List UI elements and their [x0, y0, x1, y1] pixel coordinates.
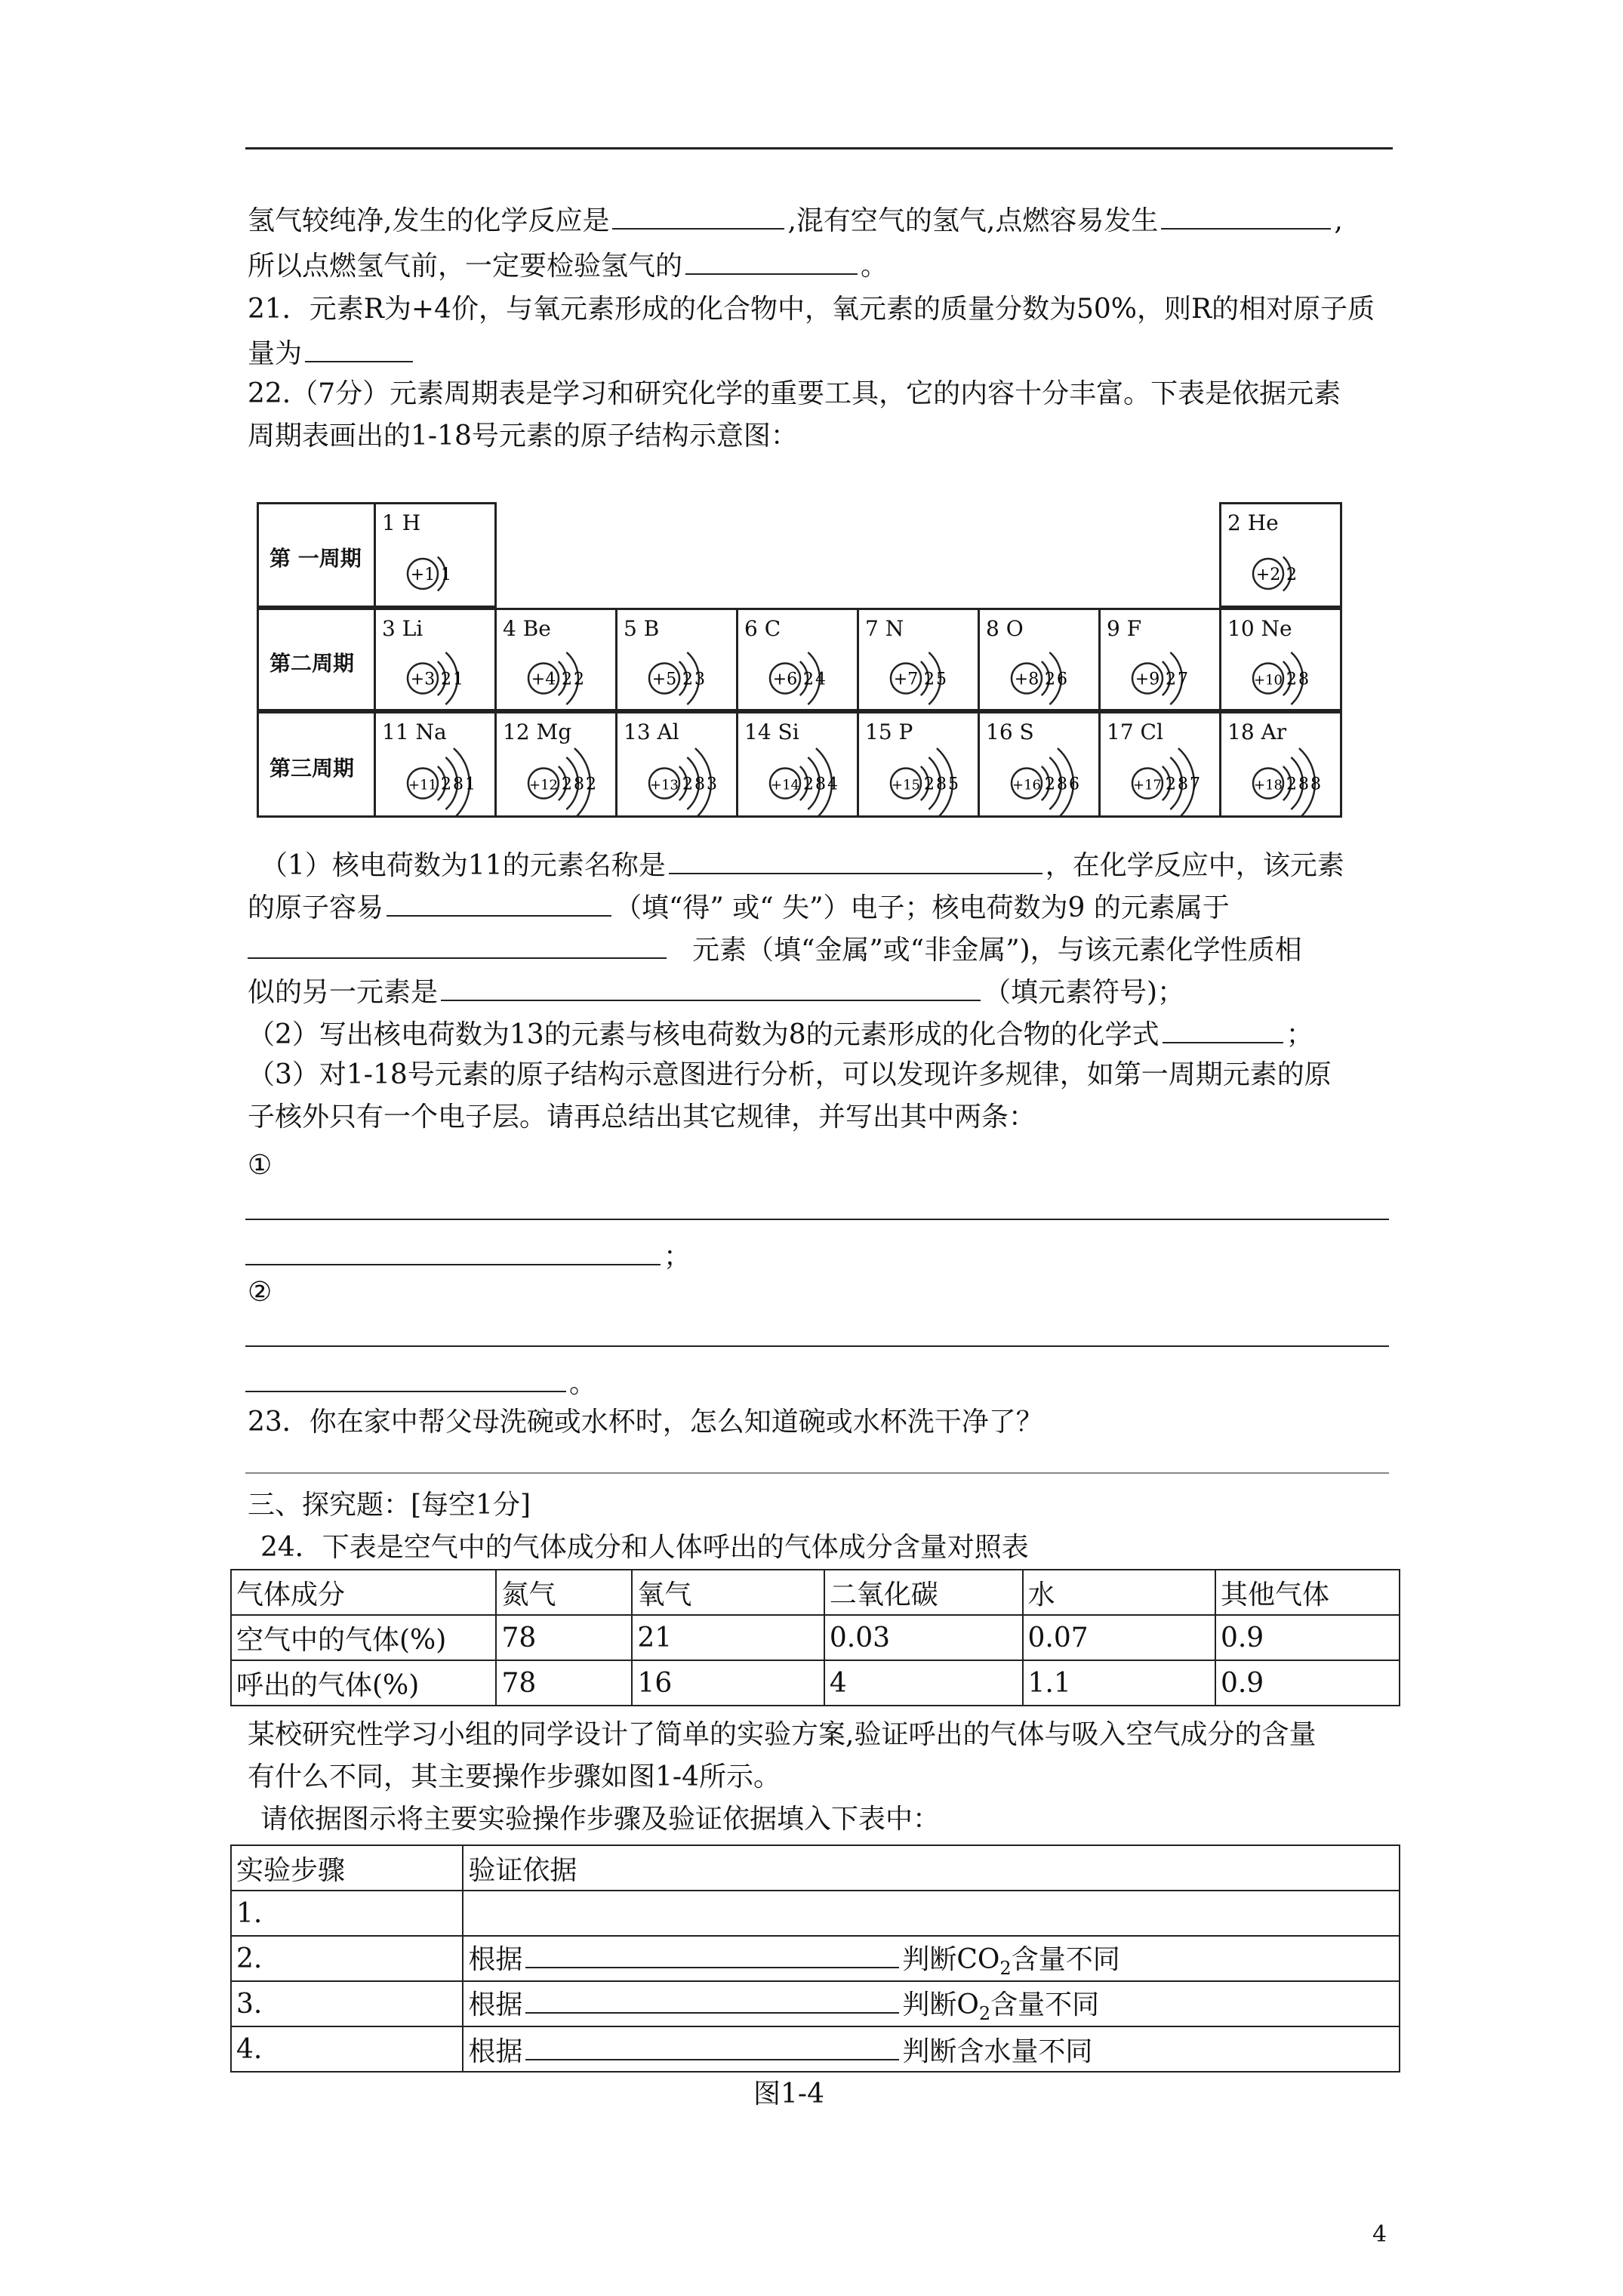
- shell-electron-count: 2: [803, 775, 814, 794]
- shell-electron-count: 5: [948, 775, 959, 794]
- nucleus-charge: +7: [893, 670, 919, 689]
- shell-electron-count: 6: [1069, 775, 1079, 794]
- text-line-hydrogen-check: 所以点燃氢气前，一定要检验氢气的 。: [248, 248, 888, 283]
- basis-prefix: 根据: [468, 1989, 523, 2020]
- shell-electron-count: 5: [936, 670, 947, 689]
- element-cell: [374, 711, 497, 818]
- answer-blank[interactable]: [245, 1365, 566, 1392]
- nucleus-charge: +2: [1255, 566, 1281, 584]
- header-rule: [245, 147, 1393, 149]
- answer-line-1-end: ；: [245, 1238, 691, 1274]
- subscript: 2: [978, 2003, 991, 2024]
- table-row: [231, 1981, 1400, 2026]
- element-name: 5 B: [624, 616, 660, 641]
- element-name: 11 Na: [382, 720, 447, 744]
- question-23: 23．你在家中帮父母洗碗或水杯时，怎么知道碗或水杯洗干净了？: [248, 1407, 1043, 1438]
- element-cell: [736, 711, 859, 818]
- shell-electron-count: 2: [441, 670, 451, 689]
- table-cell: 1.1: [1023, 1660, 1215, 1706]
- nucleus-charge: +8: [1014, 670, 1039, 689]
- step-number-cell[interactable]: 2.: [231, 1936, 463, 1981]
- period-label-cell: [257, 608, 376, 711]
- period-label: 第三周期: [269, 755, 355, 781]
- answer-line[interactable]: [245, 1219, 1389, 1220]
- question-22-line-1: 22.（7分）元素周期表是学习和研究化学的重要工具，它的内容十分丰富。下表是依据元素: [248, 378, 1341, 409]
- table-cell: 78: [496, 1660, 632, 1706]
- element-cell: [374, 608, 497, 711]
- atom-diagram-2-1: [510, 742, 627, 815]
- nucleus-charge: +9: [1135, 670, 1160, 689]
- shell-electron-count: 6: [1057, 670, 1067, 689]
- table-cell: 0.03: [824, 1615, 1023, 1660]
- answer-blank[interactable]: [248, 932, 667, 959]
- question-24-title: 24．下表是空气中的气体成分和人体呼出的气体成分含量对照表: [260, 1532, 1029, 1563]
- shell-electron-count: 7: [1190, 775, 1200, 794]
- question-24-text-3: 请依据图示将主要实验操作步骤及验证依据填入下表中：: [260, 1804, 941, 1835]
- question-22-part-2: （2）写出核电荷数为13的元素与核电荷数为8的元素形成的化合物的化学式 ；: [248, 1016, 1313, 1052]
- element-name: 14 Si: [744, 720, 799, 744]
- question-24-text-2: 有什么不同，其主要操作步骤如图1-4所示。: [248, 1761, 781, 1792]
- shell-electron-count: 1: [465, 775, 476, 794]
- answer-blank[interactable]: [1163, 1016, 1283, 1043]
- question-21-line-1: 21．元素R为+4价，与氧元素形成的化合物中，氧元素的质量分数为50%，则R的相对原子质: [248, 294, 1375, 325]
- atom-diagram-1-7: [1235, 639, 1351, 709]
- table-cell: 氧气: [632, 1570, 824, 1615]
- basis-prefix: 根据: [468, 2036, 523, 2067]
- shell-electron-count: 2: [924, 670, 935, 689]
- shell-electron-count: 2: [682, 775, 693, 794]
- nucleus-charge: +4: [531, 670, 556, 689]
- page-number: 4: [1372, 2221, 1387, 2248]
- answer-blank[interactable]: [525, 2033, 899, 2060]
- element-name: 7 N: [865, 616, 904, 641]
- shell-electron-count: 8: [815, 775, 826, 794]
- atom-diagram-0-1: [1235, 533, 1351, 606]
- question-22-part-1-line-2: 的原子容易 （填“得” 或“ 失”）电子；核电荷数为9 的元素属于: [248, 889, 1230, 925]
- basis-text: 判断含水量不同: [902, 2036, 1093, 2067]
- question-22-part-1-line-1: （1）核电荷数为11的元素名称是 ，在化学反应中，该元素: [260, 847, 1344, 883]
- element-cell: [374, 502, 497, 608]
- table-row: [231, 1891, 1400, 1936]
- shell-electron-count: 8: [1057, 775, 1067, 794]
- table-cell: 二氧化碳: [824, 1570, 1023, 1615]
- nucleus-charge: +13: [650, 777, 679, 794]
- shell-electron-count: 1: [453, 670, 463, 689]
- element-cell: [736, 608, 859, 711]
- element-name: 2 He: [1227, 510, 1279, 535]
- element-cell: [1219, 711, 1342, 818]
- period-label: 第 一周期: [269, 546, 362, 571]
- step-number-cell[interactable]: 3.: [231, 1981, 463, 2026]
- element-name: 12 Mg: [503, 720, 572, 744]
- question-22-part-1-line-3: 元素（填“金属”或“非金属”)，与该元素化学性质相: [248, 932, 1302, 967]
- basis-text: 判断O: [902, 1989, 979, 2020]
- element-name: 16 S: [986, 720, 1034, 744]
- shell-electron-count: 2: [682, 670, 693, 689]
- table-cell: 水: [1023, 1570, 1215, 1615]
- atom-diagram-0-0: [390, 533, 506, 606]
- atom-diagram-1-3: [752, 639, 868, 709]
- answer-marker-1: ①: [248, 1150, 273, 1181]
- question-22-part-1-line-4: 似的另一元素是 （填元素符号)；: [248, 974, 1184, 1009]
- experiment-steps-table: [230, 1845, 1400, 2073]
- element-name: 10 Ne: [1227, 616, 1292, 641]
- gas-composition-table: [230, 1569, 1400, 1706]
- element-cell: [1098, 711, 1221, 818]
- atom-diagram-2-5: [993, 742, 1110, 815]
- answer-line[interactable]: [245, 1345, 1389, 1347]
- shell-electron-count: 8: [694, 775, 705, 794]
- atom-diagram-2-3: [752, 742, 868, 815]
- table-cell: 21: [632, 1615, 824, 1660]
- table-cell: 0.07: [1023, 1615, 1215, 1660]
- shell-electron-count: 8: [1298, 775, 1309, 794]
- shell-electron-count: 3: [694, 670, 705, 689]
- atom-diagram-1-6: [1114, 639, 1230, 709]
- shell-electron-count: 2: [1045, 775, 1055, 794]
- answer-blank[interactable]: [685, 248, 858, 275]
- answer-line[interactable]: [245, 1472, 1389, 1474]
- atom-diagram-1-4: [873, 639, 989, 709]
- element-name: 8 O: [986, 616, 1024, 641]
- shell-electron-count: 2: [1286, 670, 1297, 689]
- shell-electron-count: 2: [562, 775, 572, 794]
- atom-diagram-2-2: [631, 742, 747, 815]
- question-24-text-1: 某校研究性学习小组的同学设计了简单的实验方案,验证呼出的气体与吸入空气成分的含量: [248, 1719, 1317, 1750]
- table-header-row: [231, 1845, 1400, 1891]
- element-cell: [1219, 502, 1342, 608]
- step-number-cell[interactable]: 1.: [231, 1891, 463, 1936]
- atom-diagram-2-7: [1235, 742, 1351, 815]
- shell-electron-count: 2: [441, 775, 451, 794]
- nucleus-charge: +11: [408, 777, 437, 794]
- period-label-cell: [257, 711, 376, 818]
- basis-cell[interactable]: [463, 1981, 1400, 2026]
- nucleus-charge: +18: [1254, 777, 1283, 794]
- nucleus-charge: +17: [1133, 777, 1162, 794]
- answer-blank[interactable]: [525, 1941, 899, 1968]
- shell-electron-count: 2: [574, 670, 584, 689]
- element-cell: [1219, 608, 1342, 711]
- shell-electron-count: 2: [1286, 566, 1297, 584]
- shell-electron-count: 4: [827, 775, 838, 794]
- table-header-row: [231, 1570, 1400, 1615]
- table-cell: 78: [496, 1615, 632, 1660]
- shell-electron-count: 8: [1310, 775, 1321, 794]
- shell-electron-count: 8: [1298, 670, 1309, 689]
- element-name: 3 Li: [382, 616, 423, 641]
- question-22-line-2: 周期表画出的1-18号元素的原子结构示意图：: [248, 421, 798, 451]
- shell-electron-count: 7: [1178, 670, 1188, 689]
- table-cell: 0.9: [1215, 1660, 1400, 1706]
- table-row: [231, 2026, 1400, 2072]
- shell-electron-count: 2: [586, 775, 596, 794]
- nucleus-charge: +16: [1012, 777, 1041, 794]
- nucleus-charge: +15: [892, 777, 920, 794]
- shell-electron-count: 2: [1045, 670, 1055, 689]
- atom-diagram-2-6: [1114, 742, 1230, 815]
- element-cell: [1098, 608, 1221, 711]
- table-row: [231, 1615, 1400, 1660]
- element-name: 6 C: [744, 616, 781, 641]
- atom-diagram-1-2: [631, 639, 747, 709]
- table-cell: 其他气体: [1215, 1570, 1400, 1615]
- element-cell: [857, 711, 980, 818]
- nucleus-charge: +14: [771, 777, 799, 794]
- element-cell: [494, 711, 617, 818]
- section-3-heading: 三、探究题：[每空1分]: [248, 1490, 531, 1521]
- subscript: 2: [999, 1958, 1012, 1979]
- element-name: 15 P: [865, 720, 913, 744]
- shell-electron-count: 8: [936, 775, 947, 794]
- atom-diagram-2-4: [873, 742, 989, 815]
- shell-electron-count: 2: [803, 670, 814, 689]
- element-name: 17 Cl: [1107, 720, 1163, 744]
- answer-marker-2: ②: [248, 1277, 273, 1308]
- element-name: 18 Ar: [1227, 720, 1287, 744]
- basis-cell[interactable]: [463, 2026, 1400, 2072]
- answer-line-2-end: 。: [245, 1365, 596, 1401]
- table-cell: 16: [632, 1660, 824, 1706]
- text-line-hydrogen: 氢气较纯净,发生的化学反应是 ,混有空气的氢气,点燃容易发生 ,: [248, 202, 1343, 238]
- atom-diagram-1-5: [993, 639, 1110, 709]
- atom-diagram-1-1: [510, 639, 627, 709]
- element-cell: [857, 608, 980, 711]
- table-row: [231, 1936, 1400, 1981]
- period-label: 第二周期: [269, 650, 355, 676]
- element-cell: [978, 711, 1101, 818]
- shell-electron-count: 2: [1286, 775, 1297, 794]
- shell-electron-count: 4: [815, 670, 826, 689]
- nucleus-charge: +1: [410, 566, 436, 584]
- answer-blank[interactable]: [441, 974, 981, 1001]
- basis-prefix: 根据: [468, 1944, 523, 1975]
- nucleus-charge: +12: [529, 777, 558, 794]
- nucleus-charge: +6: [772, 670, 798, 689]
- table-cell: 气体成分: [231, 1570, 496, 1615]
- basis-suffix: 含量不同: [1011, 1944, 1120, 1975]
- answer-blank[interactable]: [305, 335, 413, 362]
- shell-electron-count: 8: [1178, 775, 1188, 794]
- shell-electron-count: 2: [1166, 670, 1176, 689]
- question-22-part-3-line-2: 子核外只有一个电子层。请再总结出其它规律，并写出其中两条：: [248, 1102, 1036, 1133]
- shell-electron-count: 2: [1166, 775, 1176, 794]
- nucleus-charge: +10: [1254, 672, 1283, 689]
- element-cell: [978, 608, 1101, 711]
- shell-electron-count: 8: [574, 775, 584, 794]
- answer-blank[interactable]: [387, 889, 611, 917]
- basis-suffix: 含量不同: [990, 1989, 1100, 2020]
- basis-cell[interactable]: [463, 1891, 1400, 1936]
- question-22-part-3-line-1: （3）对1-18号元素的原子结构示意图进行分析，可以发现许多规律，如第一周期元素的原: [248, 1059, 1332, 1090]
- table-cell: 实验步骤: [231, 1845, 463, 1891]
- period-label-cell: [257, 502, 376, 608]
- table-cell: 空气中的气体(%): [231, 1615, 496, 1660]
- element-name: 4 Be: [503, 616, 551, 641]
- figure-caption: 图1-4: [753, 2079, 824, 2110]
- shell-electron-count: 2: [562, 670, 572, 689]
- table-cell: 0.9: [1215, 1615, 1400, 1660]
- element-name: 9 F: [1107, 616, 1142, 641]
- nucleus-charge: +3: [410, 670, 436, 689]
- table-row: [231, 1660, 1400, 1706]
- shell-electron-count: 2: [924, 775, 935, 794]
- basis-cell[interactable]: [463, 1936, 1400, 1981]
- atom-diagram-2-0: [390, 742, 506, 815]
- table-cell: 呼出的气体(%): [231, 1660, 496, 1706]
- shell-electron-count: 8: [453, 775, 463, 794]
- element-name: 13 Al: [624, 720, 679, 744]
- shell-electron-count: 1: [441, 566, 451, 584]
- step-number-cell[interactable]: 4.: [231, 2026, 463, 2072]
- periodic-table-figure: [257, 502, 1347, 818]
- answer-blank[interactable]: [1161, 202, 1331, 230]
- element-cell: [494, 608, 617, 711]
- shell-electron-count: 3: [707, 775, 717, 794]
- answer-blank[interactable]: [612, 202, 784, 230]
- question-21-line-2: 量为: [248, 335, 416, 371]
- basis-text: 判断CO: [902, 1944, 1000, 1975]
- answer-blank[interactable]: [245, 1238, 661, 1265]
- element-name: 1 H: [382, 510, 421, 535]
- table-cell: 氮气: [496, 1570, 632, 1615]
- table-cell: 4: [824, 1660, 1023, 1706]
- table-cell: 验证依据: [463, 1845, 1400, 1891]
- element-cell: [615, 608, 738, 711]
- atom-diagram-1-0: [390, 639, 506, 709]
- answer-blank[interactable]: [669, 847, 1042, 874]
- answer-blank[interactable]: [525, 1986, 899, 2014]
- nucleus-charge: +5: [651, 670, 677, 689]
- element-cell: [615, 711, 738, 818]
